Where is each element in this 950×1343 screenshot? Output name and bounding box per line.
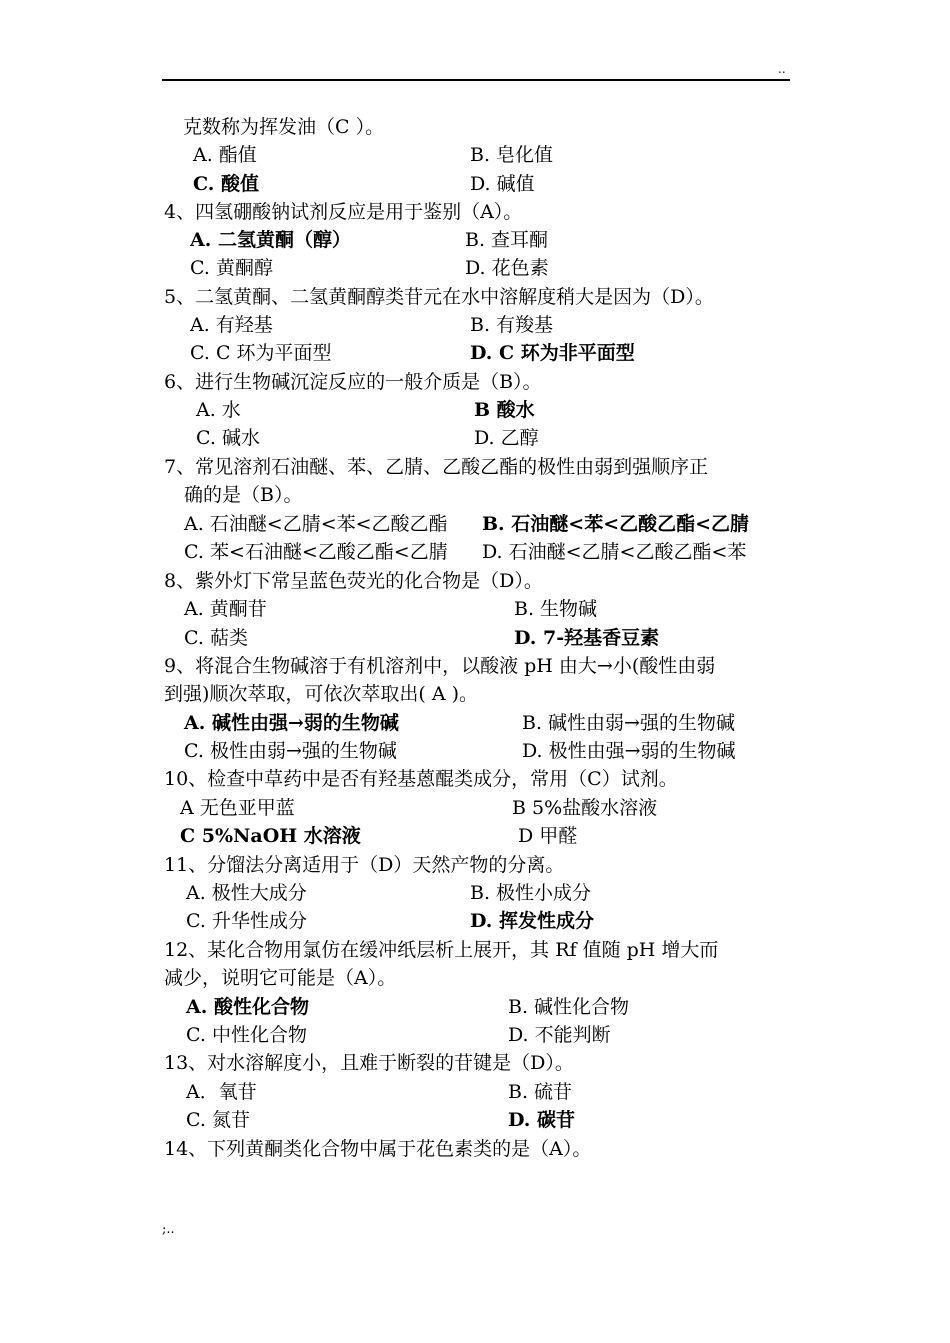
text-line-q9-a: A. 碱性由强→弱的生物碱 — [184, 712, 399, 734]
text-line-q4-c: C. 黄酮醇 — [190, 257, 273, 279]
text-line-q6: 6、进行生物碱沉淀反应的一般介质是（B）。 — [164, 371, 542, 393]
text-line-q11-b: B. 极性小成分 — [470, 882, 592, 904]
text-line-q5-b: B. 有羧基 — [470, 314, 554, 336]
text-line-q4-a: A. 二氢黄酮（醇） — [190, 229, 351, 251]
text-line-q5-c: C. C 环为平面型 — [190, 342, 332, 364]
text-line-q7: 7、常见溶剂石油醚、苯、乙腈、乙酸乙酯的极性由弱到强顺序正 — [164, 456, 709, 478]
text-line-q10-a: A 无色亚甲蓝 — [180, 797, 295, 819]
text-line-q13-d: D. 碳苷 — [508, 1109, 576, 1131]
text-line-q12-a: A. 酸性化合物 — [186, 996, 309, 1018]
text-line-q8-b: B. 生物碱 — [514, 598, 598, 620]
text-line-q10-d: D 甲醛 — [518, 825, 578, 847]
text-line-q10-c: C 5%NaOH 水溶液 — [180, 825, 361, 847]
text-line-q8: 8、紫外灯下常呈蓝色荧光的化合物是（D）。 — [164, 570, 543, 592]
text-line-q6-c: C. 碱水 — [196, 427, 260, 449]
text-line-q9-b: B. 碱性由弱→强的生物碱 — [522, 712, 735, 734]
text-line-q9-d: D. 极性由强→弱的生物碱 — [522, 740, 736, 762]
text-line-q4: 4、四氢硼酸钠试剂反应是用于鉴别（A）。 — [164, 201, 523, 223]
text-line-q12-cont: 减少，说明它可能是（A）。 — [164, 967, 397, 989]
text-line-q11: 11、分馏法分离适用于（D）天然产物的分离。 — [164, 854, 565, 876]
text-line-q9-c: C. 极性由弱→强的生物碱 — [184, 740, 397, 762]
text-line-q10-b: B 5%盐酸水溶液 — [512, 797, 658, 819]
text-line-q13-c: C. 氮苷 — [186, 1109, 250, 1131]
header-rule — [162, 79, 790, 81]
text-line-q14: 14、下列黄酮类化合物中属于花色素类的是（A）。 — [164, 1138, 592, 1160]
text-line-q13-b: B. 硫苷 — [508, 1081, 573, 1103]
header-mark: .. — [778, 62, 786, 76]
footer-mark: ;.. — [162, 1222, 175, 1237]
text-line-q11-d: D. 挥发性成分 — [470, 910, 595, 932]
text-line-q4-b: B. 查耳酮 — [465, 229, 549, 251]
text-line-q11-a: A. 极性大成分 — [186, 882, 307, 904]
text-line-q12-d: D. 不能判断 — [508, 1024, 611, 1046]
text-line-q6-b: B 酸水 — [474, 399, 535, 421]
text-line-q3-tail: 克数称为挥发油（C ）。 — [183, 116, 385, 138]
text-line-q3-c: C. 酸值 — [193, 173, 260, 195]
text-line-q7-cont: 确的是（B）。 — [184, 484, 303, 506]
text-line-q7-a: A. 石油醚<乙腈<苯<乙酸乙酯 — [184, 513, 448, 535]
text-line-q6-a: A. 水 — [196, 399, 241, 421]
text-line-q12: 12、某化合物用氯仿在缓冲纸层析上展开，其 Rf 值随 pH 增大而 — [164, 939, 719, 961]
text-line-q5-a: A. 有羟基 — [190, 314, 273, 336]
text-line-q8-d: D. 7-羟基香豆素 — [514, 627, 660, 649]
text-line-q7-b: B. 石油醚<苯<乙酸乙酯<乙腈 — [482, 513, 750, 535]
text-line-q13: 13、对水溶解度小，且难于断裂的苷键是（D）。 — [164, 1052, 574, 1074]
text-line-q4-d: D. 花色素 — [465, 257, 549, 279]
text-line-q3-b: B. 皂化值 — [470, 144, 554, 166]
text-line-q6-d: D. 乙醇 — [474, 427, 539, 449]
text-line-q9: 9、将混合生物碱溶于有机溶剂中，以酸液 pH 由大→小(酸性由弱 — [164, 655, 716, 677]
text-line-q7-d: D. 石油醚<乙腈<乙酸乙酯<苯 — [482, 541, 747, 563]
text-line-q5-d: D. C 环为非平面型 — [470, 342, 635, 364]
text-line-q8-c: C. 萜类 — [184, 627, 248, 649]
text-line-q13-a: A．氧苷 — [186, 1081, 257, 1103]
text-line-q10: 10、检查中草药中是否有羟基蒽醌类成分，常用（C）试剂。 — [164, 768, 678, 790]
text-line-q7-c: C. 苯<石油醚<乙酸乙酯<乙腈 — [184, 541, 448, 563]
text-line-q12-c: C. 中性化合物 — [186, 1024, 307, 1046]
text-line-q3-d: D. 碱值 — [470, 173, 535, 195]
text-line-q9-cont: 到强)顺次萃取，可依次萃取出( A )。 — [164, 683, 479, 705]
text-line-q3-a: A. 酯值 — [193, 144, 257, 166]
text-line-q12-b: B. 碱性化合物 — [508, 996, 630, 1018]
text-line-q5: 5、二氢黄酮、二氢黄酮醇类苷元在水中溶解度稍大是因为（D）。 — [164, 286, 714, 308]
text-line-q11-c: C. 升华性成分 — [186, 910, 307, 932]
text-line-q8-a: A. 黄酮苷 — [184, 598, 267, 620]
